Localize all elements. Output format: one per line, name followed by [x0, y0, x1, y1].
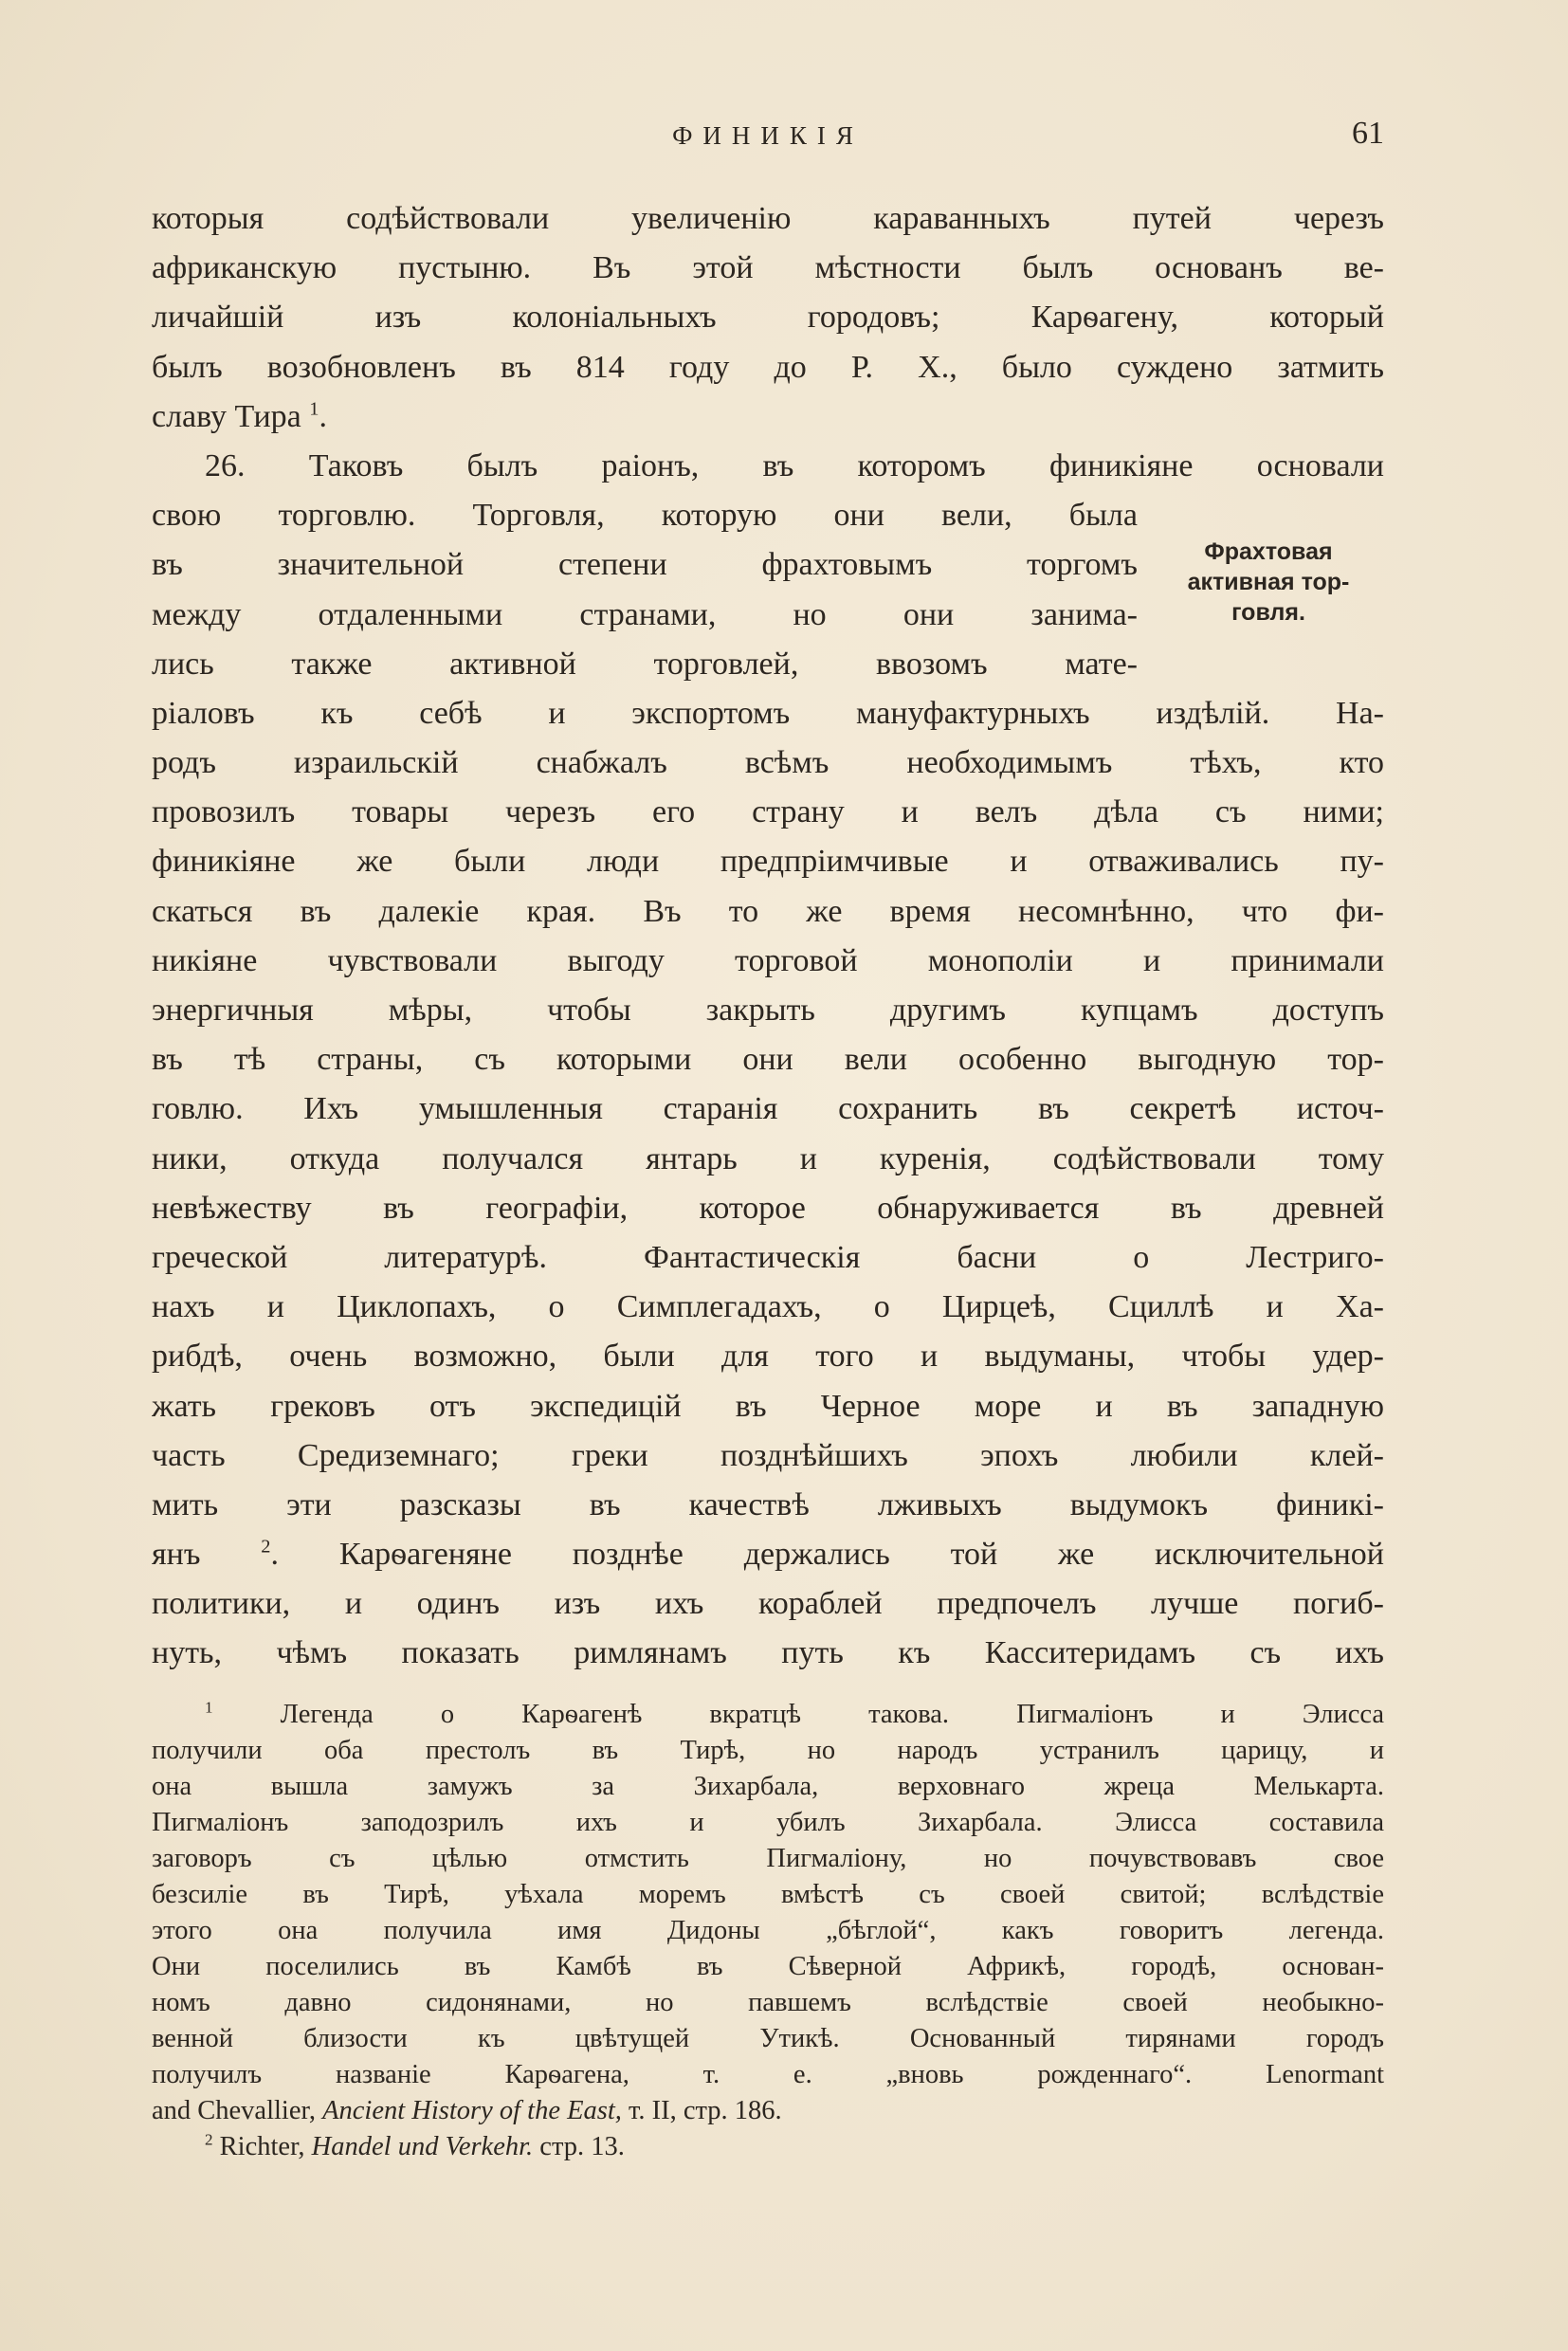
footnote-ref: 1	[309, 398, 319, 420]
footnote-text: т. II, стр. 186.	[621, 2096, 782, 2125]
text-line: 26. Таковъ былъ раіонъ, въ которомъ финикіяне основали	[205, 447, 1384, 483]
footnote-line: венной близости къ цвѣтущей Утикѣ. Основанный тирянами городъ	[152, 2024, 1384, 2053]
footnote-line: Пигмаліонъ заподозрилъ ихъ и убилъ Зихарбала. Элисса составила	[152, 1808, 1384, 1837]
text-line: въ значительной степени фрахтовымъ торгомъ	[152, 547, 1138, 583]
running-title: ФИНИКІЯ	[672, 121, 864, 150]
text-line: финикіяне же были люди предпріимчивые и отваживались пу-	[152, 844, 1384, 880]
text-line: часть Средиземнаго; греки позднѣйшихъ эпохъ любили клей-	[152, 1437, 1384, 1473]
text-fragment: янъ	[152, 1537, 201, 1573]
margin-note	[1153, 537, 1384, 628]
main-text-block	[152, 194, 1384, 1679]
margin-note-line: Фрахтовая	[1204, 538, 1333, 565]
text-line: въ тѣ страны, съ которыми они вели особенно выгодную тор-	[152, 1042, 1384, 1078]
text-line: свою торговлю. Торговля, которую они вели, была	[152, 498, 1138, 534]
text-line: нуть, чѣмъ показать римлянамъ путь къ Касситеридамъ съ ихъ	[152, 1635, 1384, 1671]
text-line: греческой литературѣ. Фантастическія басни о Лестриго-	[152, 1239, 1384, 1275]
footnote-line: безсиліе въ Тирѣ, уѣхала моремъ вмѣстѣ съ своей свитой; вслѣдствіе	[152, 1880, 1384, 1909]
footnotes	[152, 1697, 1384, 2165]
footnote-line: номъ давно сидонянами, но павшемъ вслѣдствіе своей необыкно-	[152, 1988, 1384, 2017]
footnote-title: Handel und Verkehr.	[311, 2132, 534, 2161]
text-line: славу Тира $^1$.	[152, 398, 327, 434]
running-head	[152, 116, 1384, 157]
text-line: мить эти разсказы въ качествѣ лживыхъ выдумокъ финикі-	[152, 1486, 1384, 1522]
text-line: ріаловъ къ себѣ и экспортомъ мануфактурныхъ издѣлій. На-	[152, 695, 1384, 731]
text-line: политики, и одинъ изъ ихъ кораблей предпочелъ лучше погиб-	[152, 1586, 1384, 1622]
footnote-text: and Chevallier,	[152, 2096, 323, 2125]
text-line: ники, откуда получался янтарь и куренія, содѣйствовали тому	[152, 1140, 1384, 1176]
text-line: энергичныя мѣры, чтобы закрыть другимъ купцамъ доступъ	[152, 993, 1384, 1028]
footnote-line: Они поселились въ Камбѣ въ Сѣверной Африкѣ, городѣ, основан-	[152, 1952, 1384, 1981]
margin-note-line: говля.	[1231, 599, 1305, 626]
text-line: невѣжеству въ географіи, которое обнаруживается въ древней	[152, 1190, 1384, 1226]
text-line: жать грековъ отъ экспедицій въ Черное море и въ западную	[152, 1388, 1384, 1424]
footnote-text: Richter,	[219, 2132, 312, 2161]
text-line: скаться въ далекіе края. Въ то же время несомнѣнно, что фи-	[152, 893, 1384, 929]
text-line: личайшій изъ колоніальныхъ городовъ; Карѳагену, который	[152, 300, 1384, 336]
footnote-line: этого она получила имя Дидоны „бѣглой“, какъ говоритъ легенда.	[152, 1916, 1384, 1945]
footnote-line: она вышла замужъ за Зихарбала, верховнаго жреца Мелькарта.	[152, 1772, 1384, 1801]
footnote-line	[152, 2093, 1384, 2129]
footnote-text: Легенда о Карѳагенѣ вкратцѣ такова. Пигмаліонъ и Элисса	[280, 1700, 1384, 1729]
text-line: между отдаленными странами, но они занима-	[152, 596, 1138, 632]
footnote-marker: 2	[205, 2130, 213, 2149]
text-line: которыя содѣйствовали увеличенію караванныхъ путей черезъ	[152, 201, 1384, 236]
text-fragment: славу Тира	[152, 398, 301, 434]
footnote-text: стр. 13.	[533, 2132, 625, 2161]
footnote-line: заговоръ съ цѣлью отмстить Пигмаліону, но почувствовавъ свое	[152, 1844, 1384, 1873]
footnote-marker: 1	[205, 1698, 213, 1717]
text-line: былъ возобновленъ въ 814 году до Р. Х., было суждено затмить	[152, 349, 1384, 385]
text-line: родъ израильскій снабжалъ всѣмъ необходимымъ тѣхъ, кто	[152, 745, 1384, 781]
text-line: нахъ и Циклопахъ, о Симплегадахъ, о Цирцеѣ, Сциллѣ и Ха-	[152, 1289, 1384, 1325]
text-line: никіяне чувствовали выгоду торговой монополіи и принимали	[152, 942, 1384, 978]
footnote-line	[152, 1697, 1384, 1733]
text-line: рибдѣ, очень возможно, были для того и выдуманы, чтобы удер-	[152, 1339, 1384, 1375]
footnote-title: Ancient History of the East,	[322, 2096, 622, 2125]
footnote-ref: 2	[261, 1536, 271, 1558]
text-fragment: . Карѳагеняне позднѣе держались той же исключительной	[270, 1537, 1384, 1573]
footnote-line	[152, 2129, 1384, 2165]
text-line	[152, 1530, 1384, 1579]
text-line: африканскую пустыню. Въ этой мѣстности былъ основанъ ве-	[152, 250, 1384, 286]
footnote-line: получили оба престолъ въ Тирѣ, но народъ устранилъ царицу, и	[152, 1736, 1384, 1765]
text-line: лись также активной торговлей, ввозомъ мате-	[152, 646, 1138, 682]
text-line: говлю. Ихъ умышленныя старанія сохранить въ секретѣ источ-	[152, 1091, 1384, 1127]
margin-note-line: активная тор-	[1187, 569, 1350, 595]
page-number: 61	[1352, 116, 1384, 151]
footnote-line: получилъ названіе Карѳагена, т. е. „вновь рожденнаго“. Lenormant	[152, 2060, 1384, 2089]
text-line: провозилъ товары черезъ его страну и велъ дѣла съ ними;	[152, 794, 1384, 830]
